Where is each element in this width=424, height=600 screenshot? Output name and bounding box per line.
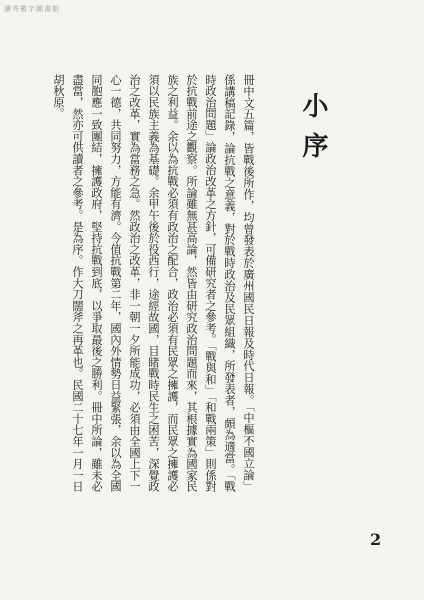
library-stamp: 讀秀數字圖書館 [4,5,60,13]
page-title: 小序 [298,92,328,172]
preface-body: 冊中文五篇，皆戰後所作，均曾發表於廣州國民日報及時代日報。「中樞不國立論」係講稿記錄，論抗戰之意義，對於戰時政治及民眾組織，所發表者，頗為適當。「戰時政治問題」論政治改革之方針，可備研究者之參考。「戰與和」「和戰兩策」則係對於抗戰前途之觀察。所論雖無甚高論，然皆由研究政治問題而來，其根據實為國家民族之利益。余以為抗戰必須有政治之配合，政治必須有民眾之擁護，而民眾之擁護必須以民族主義為基礎。余甲午後於役西行，途經故國，目睹戰時民生之困苦，深覺政治之改革，實為當務之急。然政治之改革，非一朝一夕所能成功，必須由全國上下一心一德，共同努力，方能有濟。今值抗戰第二年，國內外情勢日益緊張，余以為全國同胞應一致團結，擁護政府，堅持抗戰到底，以爭取最後之勝利。冊中所論，雖未必盡當，然亦可供讀者之參考。是為序。作大刀闊斧之再革也。民國二十七年一月一日胡秋原。 [52,74,255,492]
page-number: 2 [370,530,382,549]
